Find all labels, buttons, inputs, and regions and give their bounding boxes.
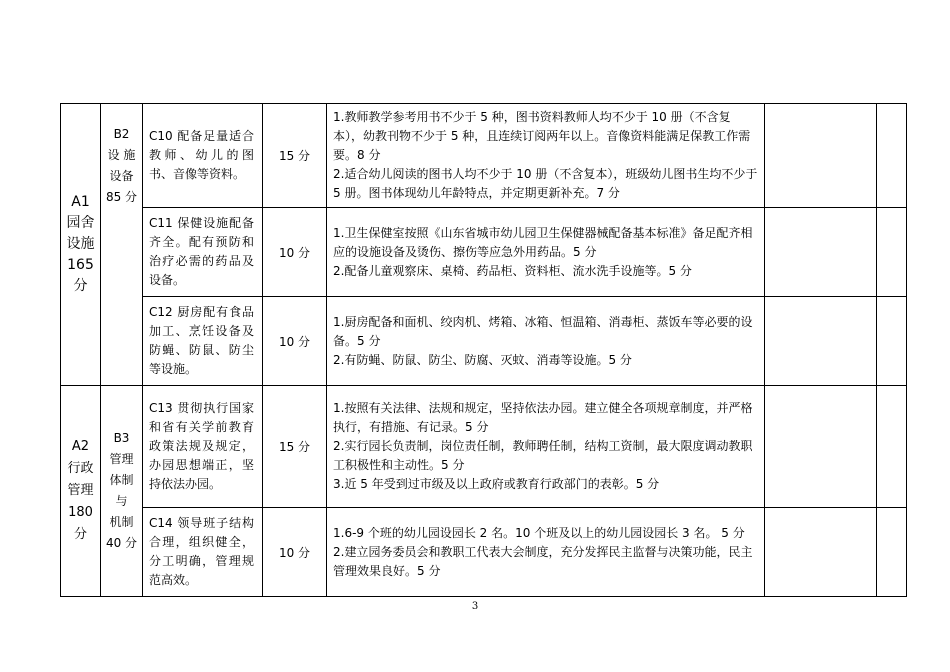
- b3-label-line: 管理: [109, 452, 134, 466]
- blank-cell: [765, 508, 877, 597]
- b2-label-line: 设 施: [107, 148, 136, 162]
- blank-cell: [765, 208, 877, 297]
- blank-cell: [765, 104, 877, 208]
- criteria-line: 2.有防蝇、防鼠、防尘、防腐、灭蚊、消毒等设施。5 分: [333, 352, 632, 367]
- criteria-line: 2.适合幼儿阅读的图书人均不少于 10 册（不含复本），班级幼儿图书生均不少于 5 册。图书体现幼儿年龄特点，并定期更新补充。7 分: [333, 167, 758, 200]
- criteria-line: 1.厨房配备和面机、绞肉机、烤箱、冰箱、恒温箱、消毒柜、蒸饭车等必要的设备。5 分: [333, 314, 753, 348]
- a1-label-line: 165: [67, 257, 94, 273]
- c14-score: 10 分: [263, 508, 327, 597]
- c13-item: C13 贯彻执行国家和省有关学前教育政策法规及规定，办园思想端正，坚持依法办园。: [143, 386, 263, 508]
- b2-category-cell: [101, 104, 143, 386]
- c11-score: 10 分: [263, 208, 327, 297]
- blank-cell: [877, 104, 907, 208]
- c13-criteria: [327, 386, 765, 508]
- criteria-line: 2.建立园务委员会和教职工代表大会制度，充分发挥民主监督与决策功能，民主管理效果良好。5 分: [333, 544, 753, 578]
- c10-criteria: [327, 104, 765, 208]
- criteria-line: 1.按照有关法律、法规和规定，坚持依法办园。建立健全各项规章制度，并严格执行，有措施、有记录。5 分: [333, 401, 753, 434]
- b3-category-cell: [101, 386, 143, 597]
- table-row: [61, 208, 907, 297]
- a2-label-line: 管理: [67, 483, 94, 498]
- criteria-line: 2.配备儿童观察床、桌椅、药品柜、资料柜、流水洗手设施等。5 分: [333, 263, 692, 278]
- blank-cell: [877, 386, 907, 508]
- criteria-line: 1.教师教学参考用书不少于 5 种，图书资料教师人均不少于 10 册（不含复本），幼教刊物不少于 5 种，且连续订阅两年以上。音像资料能满足保教工作需要。8 分: [333, 110, 751, 162]
- a1-category-cell: [61, 104, 101, 386]
- criteria-line: 2.实行园长负责制，岗位责任制，教师聘任制，结构工资制，最大限度调动教职工积极性和主动性。5 分: [333, 439, 753, 472]
- blank-cell: [877, 208, 907, 297]
- blank-cell: [765, 297, 877, 386]
- c10-score: 15 分: [263, 104, 327, 208]
- table-row: [61, 386, 907, 508]
- c10-item: C10 配备足量适合教师、幼儿的图书、音像等资料。: [143, 104, 263, 208]
- table-row: [61, 508, 907, 597]
- c13-score: 15 分: [263, 386, 327, 508]
- b2-label-line: 85 分: [105, 190, 138, 204]
- a2-label-line: 180: [68, 505, 93, 520]
- a2-label-line: 行政: [67, 461, 94, 476]
- a1-label-line: A1: [71, 194, 90, 210]
- b3-label-line: 体制: [109, 473, 134, 487]
- table-row: [61, 104, 907, 208]
- criteria-line: 1.卫生保健室按照《山东省城市幼儿园卫生保健器械配备基本标准》备足配齐相应的设施设备及烫伤、擦伤等应急外用药品。5 分: [333, 225, 753, 259]
- blank-cell: [877, 508, 907, 597]
- c12-score: 10 分: [263, 297, 327, 386]
- c14-item: C14 领导班子结构合理，组织健全，分工明确，管理规范高效。: [143, 508, 263, 597]
- criteria-line: 3.近 5 年受到过市级及以上政府或教育行政部门的表彰。5 分: [333, 477, 660, 491]
- b3-label-line: 40 分: [105, 536, 138, 550]
- evaluation-table: [60, 103, 907, 597]
- a2-label-line: 分: [73, 527, 87, 542]
- criteria-line: 1.6-9 个班的幼儿园设园长 2 名。10 个班及以上的幼儿园设园长 3 名。 5 分: [333, 525, 745, 540]
- blank-cell: [877, 297, 907, 386]
- c14-criteria: [327, 508, 765, 597]
- a1-label-line: 园舍: [66, 215, 95, 231]
- a1-label-line: 分: [73, 278, 88, 294]
- c11-item: C11 保健设施配备齐全。配有预防和治疗必需的药品及设备。: [143, 208, 263, 297]
- b3-label-line: 与: [115, 494, 128, 508]
- a1-label-line: 设施: [66, 236, 95, 252]
- a2-category-cell: [61, 386, 101, 597]
- page-number: 3: [471, 601, 479, 612]
- b3-label-line: B3: [113, 431, 130, 445]
- b2-label-line: B2: [113, 127, 130, 141]
- b2-label-line: 设备: [109, 169, 134, 183]
- c11-criteria: [327, 208, 765, 297]
- table-row: [61, 297, 907, 386]
- blank-cell: [765, 386, 877, 508]
- c12-item: C12 厨房配有食品加工、烹饪设备及防蝇、防鼠、防尘等设施。: [143, 297, 263, 386]
- b3-label-line: 机制: [109, 515, 134, 529]
- a2-label-line: A2: [71, 439, 90, 454]
- c12-criteria: [327, 297, 765, 386]
